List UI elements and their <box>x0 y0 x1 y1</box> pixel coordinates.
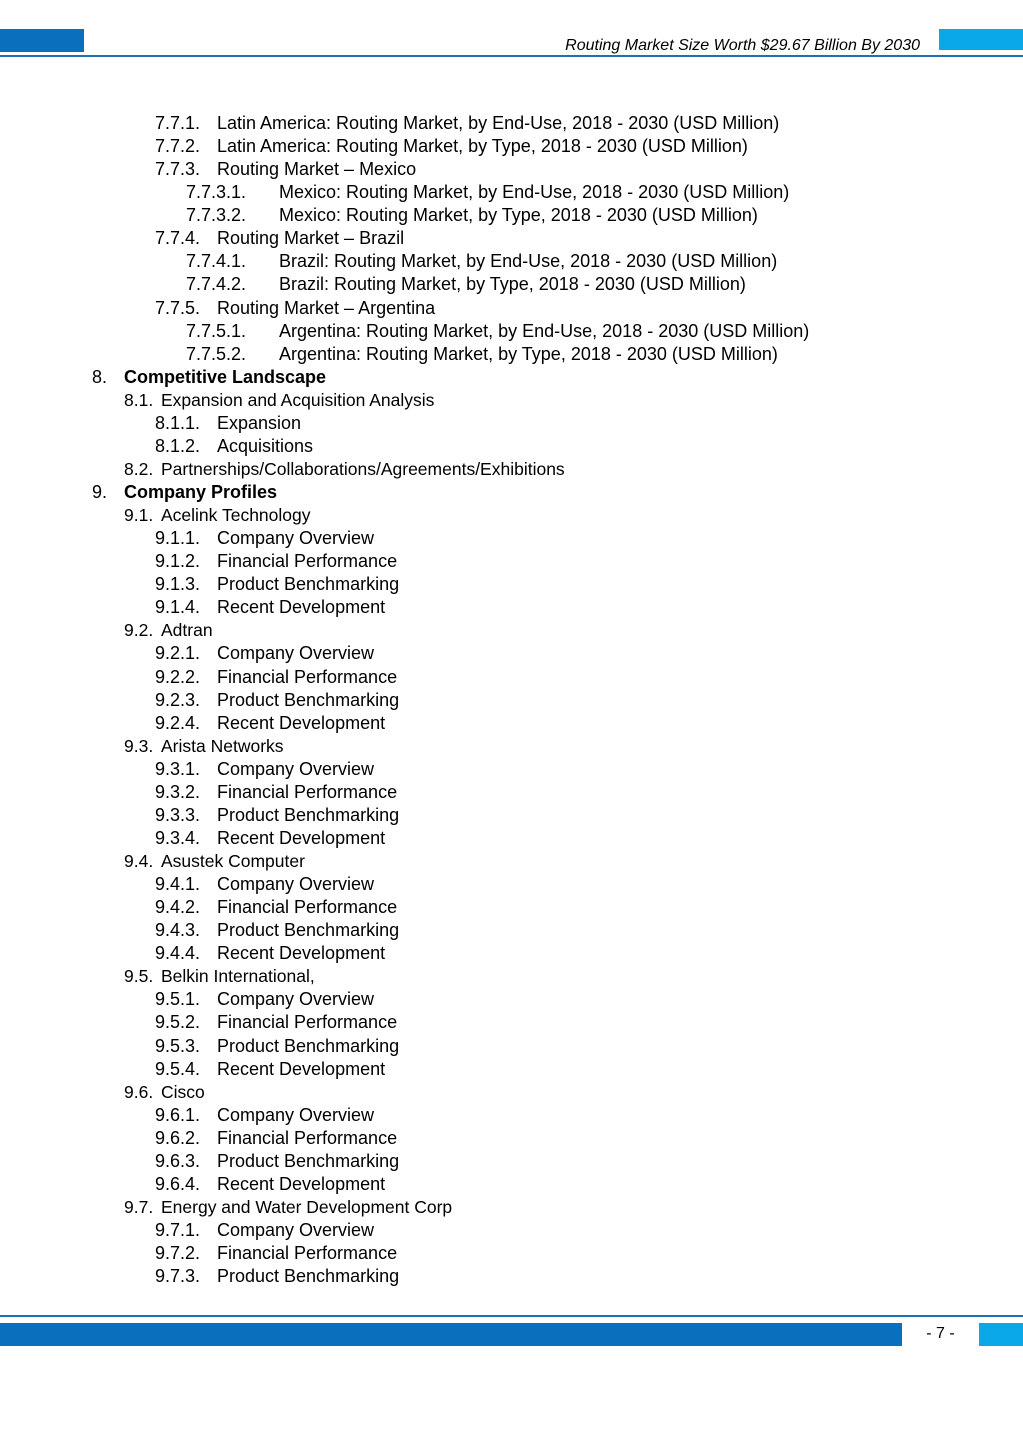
toc-entry-number: 7.7.1. <box>155 113 201 133</box>
toc-entry-title: Company Overview <box>217 1220 375 1240</box>
toc-entry-title: Adtran <box>161 620 213 641</box>
toc-entry <box>0 758 1023 781</box>
toc-entry <box>0 1104 1023 1127</box>
toc-entry-title: Latin America: Routing Market, by End-Use, 2018 - 2030 (USD Million) <box>217 113 780 133</box>
toc-entry-number: 9.6. <box>124 1081 154 1102</box>
toc-entry-number: 9.5. <box>124 966 154 987</box>
toc-entry <box>0 320 1023 343</box>
toc-entry-number: 8.1.1. <box>155 412 201 433</box>
toc-entry-title: Cisco <box>161 1081 205 1102</box>
header-rule <box>0 55 1023 57</box>
toc-entry-number: 9.4.1. <box>155 874 201 895</box>
toc-entry-number: 7.7.5.2. <box>186 343 247 364</box>
toc-entry <box>0 412 1023 435</box>
toc-entry <box>0 781 1023 804</box>
toc-entry-number: 9.7. <box>124 1196 154 1217</box>
toc-entry-title: Recent Development <box>217 943 386 964</box>
toc-entry-title: Financial Performance <box>217 781 398 802</box>
toc-entry-number: 9.6.3. <box>155 1150 201 1171</box>
toc-entry-title: Routing Market – Mexico <box>217 159 417 180</box>
header-accent-right <box>939 29 1023 50</box>
toc-entry <box>0 735 1023 758</box>
toc-entry-number: 9.6.2. <box>155 1127 201 1148</box>
toc-entry-title: Financial Performance <box>217 1127 398 1148</box>
toc-entry <box>0 135 1023 158</box>
toc-entry-number: 7.7.4.1. <box>186 251 247 272</box>
toc-entry-number: 7.7.3. <box>155 159 201 180</box>
toc-entry-number: 9.1.3. <box>155 574 201 595</box>
toc-entry-title: Acquisitions <box>217 435 314 456</box>
toc-entry-title: Belkin International, <box>161 966 315 987</box>
toc-entry <box>0 112 1023 135</box>
toc-entry-title: Financial Performance <box>217 1012 398 1033</box>
footer-bar <box>0 1323 902 1346</box>
toc-entry <box>0 366 1023 389</box>
toc-entry-number: 9.1.2. <box>155 551 201 572</box>
toc-entry <box>0 1265 1023 1288</box>
toc-entry-number: 9.1.4. <box>155 597 201 618</box>
toc-entry <box>0 1242 1023 1265</box>
toc-entry-number: 8. <box>92 366 108 387</box>
toc-entry-title: Company Overview <box>217 1104 375 1125</box>
toc-entry-number: 8.1.2. <box>155 435 201 456</box>
toc-entry-title: Product Benchmarking <box>217 689 400 710</box>
toc-entry <box>0 227 1023 250</box>
toc-entry-title: Product Benchmarking <box>217 1266 400 1287</box>
toc-entry <box>0 666 1023 689</box>
toc-entry-number: 7.7.2. <box>155 136 201 157</box>
toc-entry <box>0 988 1023 1011</box>
toc-entry-title: Expansion <box>217 412 302 433</box>
toc-entry-title: Mexico: Routing Market, by Type, 2018 - 2030 (USD Million) <box>279 205 758 226</box>
toc-entry-title: Latin America: Routing Market, by Type, 2018 - 2030 (USD Million) <box>217 136 748 157</box>
toc-entry-title: Partnerships/Collaborations/Agreements/Exhibitions <box>161 458 565 479</box>
toc-entry <box>0 712 1023 735</box>
toc-entry-title: Recent Development <box>217 1173 386 1194</box>
toc-entry <box>0 642 1023 665</box>
toc-entry-number: 9.2.3. <box>155 689 201 710</box>
toc-entry <box>0 297 1023 320</box>
toc-entry <box>0 435 1023 458</box>
toc-entry-number: 9.3.1. <box>155 758 201 779</box>
toc-entry-number: 7.7.5.1. <box>186 320 247 341</box>
toc-entry-number: 7.7.4. <box>155 228 201 249</box>
toc-entry <box>0 343 1023 366</box>
toc-entry <box>0 1081 1023 1104</box>
toc-entry <box>0 250 1023 273</box>
toc-entry-number: 9.1. <box>124 505 154 526</box>
toc-entry-title: Product Benchmarking <box>217 574 400 595</box>
toc-entry-title: Routing Market – Argentina <box>217 297 436 318</box>
toc-entry <box>0 896 1023 919</box>
toc-entry-number: 7.7.5. <box>155 297 201 318</box>
toc-entry <box>0 596 1023 619</box>
toc-entry <box>0 504 1023 527</box>
toc-entry-number: 9.7.1. <box>155 1220 201 1240</box>
toc-entry <box>0 158 1023 181</box>
toc-entry <box>0 1196 1023 1219</box>
toc-entry <box>0 1011 1023 1034</box>
toc-entry-number: 9.2.2. <box>155 666 201 687</box>
toc-entry <box>0 619 1023 642</box>
toc-entry-number: 8.1. <box>124 389 154 410</box>
header-accent-left <box>0 29 84 52</box>
toc-entry <box>0 1058 1023 1081</box>
toc-entry <box>0 1127 1023 1150</box>
toc-entry-number: 9. <box>92 482 108 502</box>
toc-entry-title: Product Benchmarking <box>217 920 400 941</box>
toc-entry <box>0 1035 1023 1058</box>
toc-entry <box>0 1173 1023 1196</box>
toc-entry <box>0 1150 1023 1173</box>
toc-entry <box>0 181 1023 204</box>
running-header-title: Routing Market Size Worth $29.67 Billion By 2030 <box>565 37 920 54</box>
toc-entry-title: Brazil: Routing Market, by End-Use, 2018 - 2030 (USD Million) <box>279 251 778 272</box>
toc-entry <box>0 204 1023 227</box>
toc-entry-number: 9.5.2. <box>155 1012 201 1033</box>
toc-entry-title: Energy and Water Development Corp <box>161 1196 453 1217</box>
toc-entry-number: 9.3.2. <box>155 781 201 802</box>
toc-entry-number: 9.4.2. <box>155 897 201 918</box>
toc-entry-number: 9.3. <box>124 735 154 756</box>
footer-accent-right <box>979 1323 1023 1346</box>
toc-entry <box>0 389 1023 412</box>
toc-entry-title: Recent Development <box>217 597 386 618</box>
toc-entry-title: Asustek Computer <box>161 851 305 871</box>
toc-entry <box>0 965 1023 988</box>
toc-entry-number: 9.4.3. <box>155 920 201 941</box>
toc-entry-number: 9.5.1. <box>155 989 201 1010</box>
toc-entry-title: Financial Performance <box>217 1243 398 1264</box>
toc-entry-title: Company Overview <box>217 528 375 549</box>
toc-entry-title: Product Benchmarking <box>217 1150 400 1171</box>
toc-entry-title: Argentina: Routing Market, by Type, 2018 - 2030 (USD Million) <box>279 343 778 364</box>
toc-entry-number: 9.4.4. <box>155 943 201 964</box>
page-number: - 7 - <box>926 1325 955 1342</box>
toc-entry-number: 9.7.3. <box>155 1266 201 1287</box>
toc-entry-number: 7.7.4.2. <box>186 274 247 295</box>
toc-entry-number: 9.3.3. <box>155 804 201 825</box>
toc-entry-number: 9.5.4. <box>155 1058 201 1079</box>
toc-entry-number: 9.2.1. <box>155 643 201 664</box>
footer-rule <box>0 1315 1023 1317</box>
toc-entry-title: Financial Performance <box>217 666 398 687</box>
toc-entry-number: 9.2. <box>124 620 154 641</box>
toc-entry <box>0 850 1023 873</box>
toc-entry-title: Recent Development <box>217 712 386 733</box>
toc-entry-title: Company Overview <box>217 643 375 664</box>
toc-entry-title: Recent Development <box>217 827 386 848</box>
toc-entry-title: Brazil: Routing Market, by Type, 2018 - 2030 (USD Million) <box>279 274 746 295</box>
toc-entry-number: 9.6.1. <box>155 1104 201 1125</box>
toc-entry-number: 7.7.3.1. <box>186 182 247 203</box>
toc-entry-title: Routing Market – Brazil <box>217 228 405 249</box>
toc-entry-title: Product Benchmarking <box>217 804 400 825</box>
toc-entry-title: Arista Networks <box>161 735 284 756</box>
toc-entry-title: Company Overview <box>217 989 375 1010</box>
toc-entry-title: Mexico: Routing Market, by End-Use, 2018 - 2030 (USD Million) <box>279 182 790 203</box>
toc-entry <box>0 481 1023 504</box>
toc-entry <box>0 689 1023 712</box>
toc-entry-title: Financial Performance <box>217 897 398 918</box>
toc-entry <box>0 804 1023 827</box>
toc-entry <box>0 873 1023 896</box>
toc-entry-title: Company Overview <box>217 758 375 779</box>
toc-entry-number: 9.2.4. <box>155 712 201 733</box>
toc-entry <box>0 919 1023 942</box>
toc-entry-title: Argentina: Routing Market, by End-Use, 2018 - 2030 (USD Million) <box>279 320 810 341</box>
toc-entry <box>0 573 1023 596</box>
toc-entry <box>0 550 1023 573</box>
toc-entry <box>0 458 1023 481</box>
toc-entry <box>0 1219 1023 1242</box>
toc-entry-number: 9.6.4. <box>155 1173 201 1194</box>
toc-entry-title: Company Overview <box>217 874 375 895</box>
toc-entry-number: 9.3.4. <box>155 827 201 848</box>
toc-entry <box>0 827 1023 850</box>
toc-entry-title: Acelink Technology <box>161 505 311 526</box>
toc-entry-number: 8.2. <box>124 458 154 479</box>
toc-entry-title: Competitive Landscape <box>124 366 327 387</box>
toc-entry <box>0 942 1023 965</box>
toc-entry <box>0 527 1023 550</box>
toc-entry-title: Company Profiles <box>124 482 278 502</box>
toc-entry <box>0 273 1023 296</box>
toc-entry-title: Recent Development <box>217 1058 386 1079</box>
toc-entry-number: 9.4. <box>124 851 154 871</box>
toc-entry-number: 7.7.3.2. <box>186 205 247 226</box>
toc-entry-number: 9.7.2. <box>155 1243 201 1264</box>
toc-entry-number: 9.5.3. <box>155 1035 201 1056</box>
toc-entry-number: 9.1.1. <box>155 528 201 549</box>
toc-entry-title: Financial Performance <box>217 551 398 572</box>
toc-entry-title: Expansion and Acquisition Analysis <box>161 389 435 410</box>
toc-entry-title: Product Benchmarking <box>217 1035 400 1056</box>
table-of-contents <box>0 112 1023 1288</box>
